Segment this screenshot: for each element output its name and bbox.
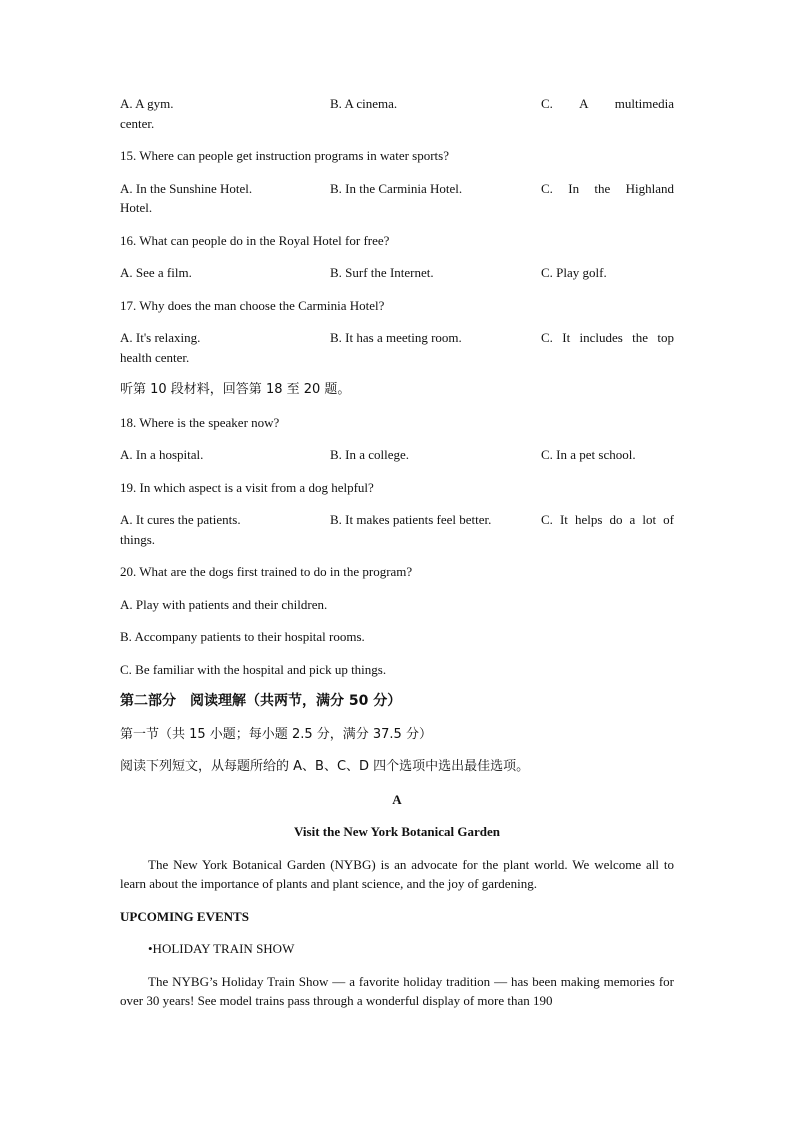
q16-option-b: B. Surf the Internet.	[330, 265, 434, 280]
q17-option-a: A. It's relaxing.	[120, 330, 201, 345]
q17-options	[120, 328, 674, 367]
q17-question: 17. Why does the man choose the Carminia Hotel?	[120, 297, 385, 313]
q14-option-b: B. A cinema.	[330, 96, 398, 111]
passage-letter: A	[392, 791, 402, 807]
part-2-title: 第二部分 阅读理解（共两节，满分 50 分）	[120, 693, 402, 709]
event-bullet: •HOLIDAY TRAIN SHOW	[148, 941, 295, 956]
q15-option-c: C. In the Highland	[541, 180, 674, 196]
q15-option-c-continued: Hotel.	[120, 200, 153, 215]
q15-option-a: A. In the Sunshine Hotel.	[120, 180, 253, 196]
q14-option-a: A. A gym.	[120, 96, 174, 111]
part-2-instruction: 阅读下列短文，从每题所给的 A、B、C、D 四个选项中选出最佳选项。	[120, 759, 530, 774]
q14-option-c-continued: center.	[120, 115, 155, 131]
q20-question: 20. What are the dogs first trained to do in the program?	[120, 564, 413, 579]
q18-options	[120, 445, 674, 465]
q18-option-a: A. In a hospital.	[120, 447, 204, 462]
q15-options	[120, 179, 674, 218]
q17-option-c: C. It includes the top	[541, 330, 674, 345]
q19-options	[120, 510, 674, 549]
q19-option-c: C. It helps do a lot of	[541, 512, 674, 527]
q17-option-b: B. It has a meeting room.	[330, 330, 462, 345]
q20-option-a: A. Play with patients and their children.	[120, 596, 328, 612]
q19-option-b: B. It makes patients feel better.	[330, 512, 492, 527]
train-show-paragraph: The NYBG’s Holiday Train Show — a favorite holiday tradition — has been making memories for over 30 years! See model trains pass through a wonderful display of more than 190	[120, 973, 674, 1008]
q20-option-c: C. Be familiar with the hospital and pick up things.	[120, 661, 387, 677]
q18-question: 18. Where is the speaker now?	[120, 414, 280, 430]
passage-intro: The New York Botanical Garden (NYBG) is an advocate for the plant world. We welcome all to learn about the importance of plants and plant science, and the joy of gardening.	[120, 856, 674, 891]
q16-options	[120, 263, 674, 283]
q15-option-b: B. In the Carminia Hotel.	[330, 180, 463, 196]
section-10-instruction: 听第 10 段材料，回答第 18 至 20 题。	[120, 382, 351, 397]
part-2-section-1: 第一节（共 15 小题；每小题 2.5 分，满分 37.5 分）	[120, 726, 432, 742]
q15-question: 15. Where can people get instruction programs in water sports?	[120, 148, 449, 163]
q14-options	[120, 94, 674, 133]
q17-option-c-continued: health center.	[120, 349, 190, 365]
q18-option-b: B. In a college.	[330, 447, 410, 462]
q16-question: 16. What can people do in the Royal Hotel for free?	[120, 232, 390, 248]
q19-question: 19. In which aspect is a visit from a dog helpful?	[120, 479, 374, 495]
q19-option-a: A. It cures the patients.	[120, 512, 241, 527]
events-heading: UPCOMING EVENTS	[120, 908, 249, 924]
q18-option-c: C. In a pet school.	[541, 447, 636, 462]
q20-option-b: B. Accompany patients to their hospital rooms.	[120, 629, 365, 644]
passage-title: Visit the New York Botanical Garden	[294, 824, 500, 839]
page-content	[120, 94, 674, 1024]
q19-option-c-continued: things.	[120, 531, 156, 547]
q16-option-a: A. See a film.	[120, 265, 192, 280]
q16-option-c: C. Play golf.	[541, 265, 607, 280]
q14-option-c: C. A multimedia	[541, 96, 674, 111]
